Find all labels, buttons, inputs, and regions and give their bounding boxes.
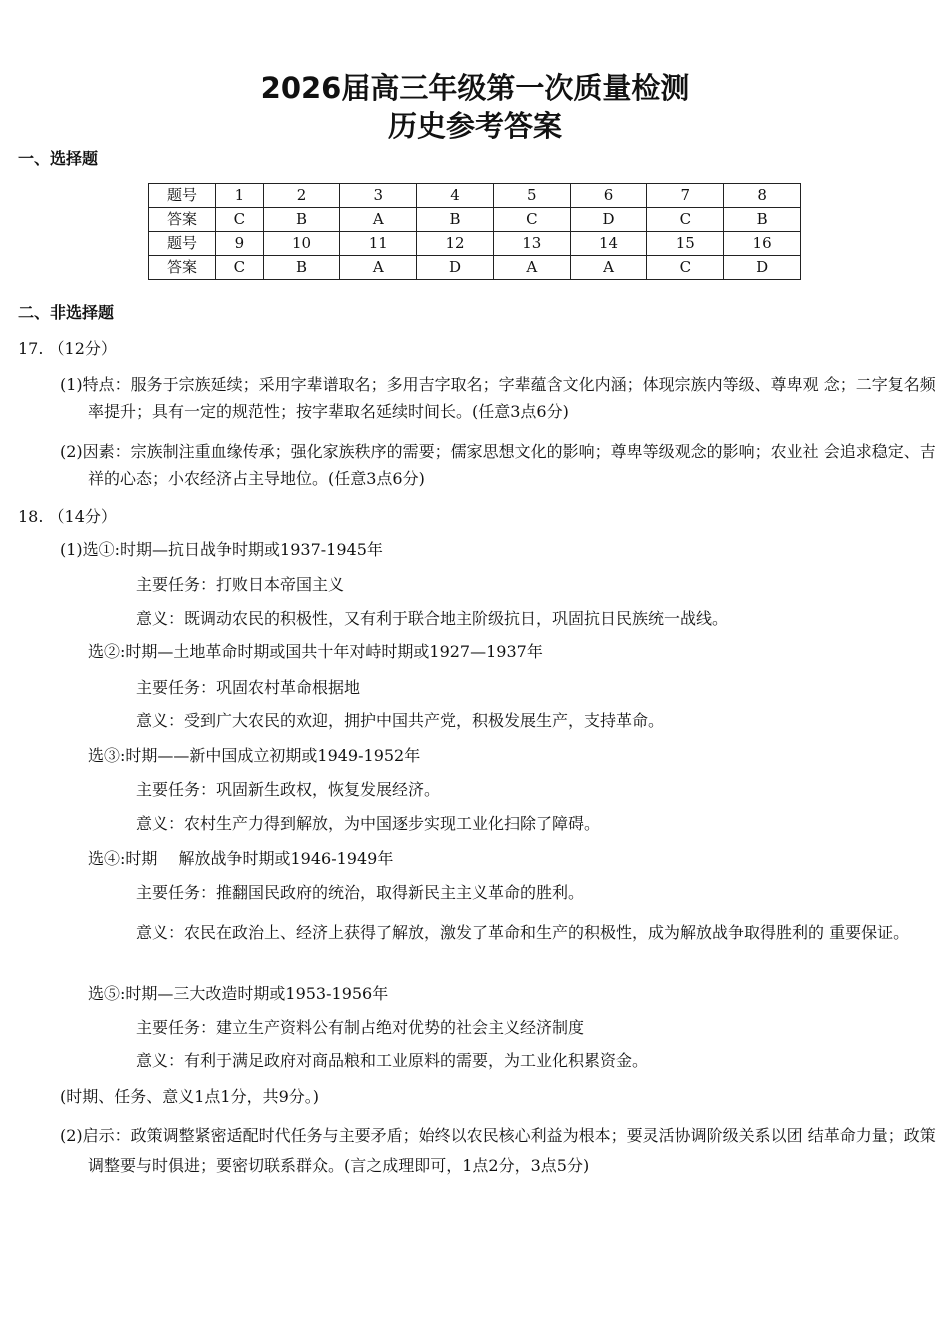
- table-cell: 1: [216, 184, 264, 208]
- table-cell: A: [340, 256, 417, 280]
- table-cell: 8: [724, 184, 801, 208]
- option-3-task: 主要任务：巩固新生政权，恢复发展经济。: [136, 780, 441, 799]
- table-cell: C: [216, 256, 264, 280]
- table-cell: 答案: [149, 208, 216, 232]
- option-3-period: 选③:时期——新中国成立初期或1949-1952年: [88, 746, 421, 765]
- question-17-heading: 17. （12分）: [18, 339, 117, 358]
- table-cell: 5: [493, 184, 570, 208]
- question-17-part2: (2)因素：宗族制注重血缘传承；强化家族秩序的需要；儒家思想文化的影响；尊卑等级观念的影响；农业社 会追求稳定、吉祥的心态；小农经济占主导地位。(任意3点6分): [60, 442, 936, 488]
- table-cell: 9: [216, 232, 264, 256]
- table-cell: 16: [724, 232, 801, 256]
- table-cell: B: [263, 256, 340, 280]
- table-cell: D: [724, 256, 801, 280]
- table-cell: 7: [647, 184, 724, 208]
- table-cell: A: [340, 208, 417, 232]
- option-3-meaning: 意义：农村生产力得到解放，为中国逐步实现工业化扫除了障碍。: [136, 814, 601, 833]
- option-2-meaning: 意义：受到广大农民的欢迎，拥护中国共产党，积极发展生产，支持革命。: [136, 711, 665, 730]
- page-title: 2026届高三年级第一次质量检测: [260, 71, 690, 105]
- table-cell: 14: [570, 232, 647, 256]
- option-4-task: 主要任务：推翻国民政府的统治，取得新民主主义革命的胜利。: [136, 883, 585, 902]
- question-18-part2: (2)启示：政策调整紧密适配时代任务与主要矛盾；始终以农民核心利益为根本；要灵活协调阶级关系以团 结革命力量；政策调整要与时俱进；要密切联系群众。(言之成理即可，1点2分，3点5分): [60, 1126, 936, 1175]
- table-cell: B: [417, 208, 494, 232]
- table-cell: 题号: [149, 184, 216, 208]
- table-row: [149, 208, 801, 232]
- table-cell: 6: [570, 184, 647, 208]
- table-row: [149, 256, 801, 280]
- option-4-meaning: 意义：农民在政治上、经济上获得了解放，激发了革命和生产的积极性，成为解放战争取得胜利的 重要保证。: [136, 923, 910, 942]
- table-cell: 4: [417, 184, 494, 208]
- table-cell: D: [570, 208, 647, 232]
- scoring-note: (时期、任务、意义1点1分，共9分。): [60, 1087, 320, 1106]
- table-cell: 题号: [149, 232, 216, 256]
- table-cell: C: [647, 256, 724, 280]
- answer-table: [148, 183, 801, 280]
- table-cell: B: [263, 208, 340, 232]
- option-4-period: 选④:时期 解放战争时期或1946-1949年: [88, 849, 394, 868]
- table-cell: A: [493, 256, 570, 280]
- table-cell: A: [570, 256, 647, 280]
- table-cell: 3: [340, 184, 417, 208]
- table-cell: C: [647, 208, 724, 232]
- table-cell: 15: [647, 232, 724, 256]
- table-cell: D: [417, 256, 494, 280]
- table-cell: 2: [263, 184, 340, 208]
- table-cell: 答案: [149, 256, 216, 280]
- page-subtitle: 历史参考答案: [387, 109, 562, 143]
- option-2-task: 主要任务：巩固农村革命根据地: [136, 678, 361, 697]
- table-cell: 11: [340, 232, 417, 256]
- section-heading-choice: 一、选择题: [18, 149, 99, 168]
- table-cell: C: [216, 208, 264, 232]
- option-1-meaning: 意义：既调动农民的积极性，又有利于联合地主阶级抗日，巩固抗日民族统一战线。: [136, 609, 729, 628]
- table-cell: 13: [493, 232, 570, 256]
- option-5-period: 选⑤:时期—三大改造时期或1953-1956年: [88, 984, 389, 1003]
- table-row: [149, 184, 801, 208]
- table-cell: C: [493, 208, 570, 232]
- table-cell: 10: [263, 232, 340, 256]
- option-5-meaning: 意义：有利于满足政府对商品粮和工业原料的需要，为工业化积累资金。: [136, 1051, 649, 1070]
- option-1-task: 主要任务：打败日本帝国主义: [136, 575, 345, 594]
- section-heading-nonchoice: 二、非选择题: [18, 303, 115, 322]
- question-18-heading: 18. （14分）: [18, 507, 117, 526]
- option-5-task: 主要任务：建立生产资料公有制占绝对优势的社会主义经济制度: [136, 1018, 585, 1037]
- option-1-period: (1)选①:时期—抗日战争时期或1937-1945年: [60, 540, 383, 559]
- table-cell: B: [724, 208, 801, 232]
- table-cell: 12: [417, 232, 494, 256]
- table-row: [149, 232, 801, 256]
- option-2-period: 选②:时期—土地革命时期或国共十年对峙时期或1927—1937年: [88, 642, 543, 661]
- question-17-part1: (1)特点：服务于宗族延续；采用字辈谱取名；多用吉字取名；字辈蕴含文化内涵；体现宗族内等级、尊卑观 念；二字复名频率提升；具有一定的规范性；按字辈取名延续时间长。(任意3点6分): [60, 375, 936, 421]
